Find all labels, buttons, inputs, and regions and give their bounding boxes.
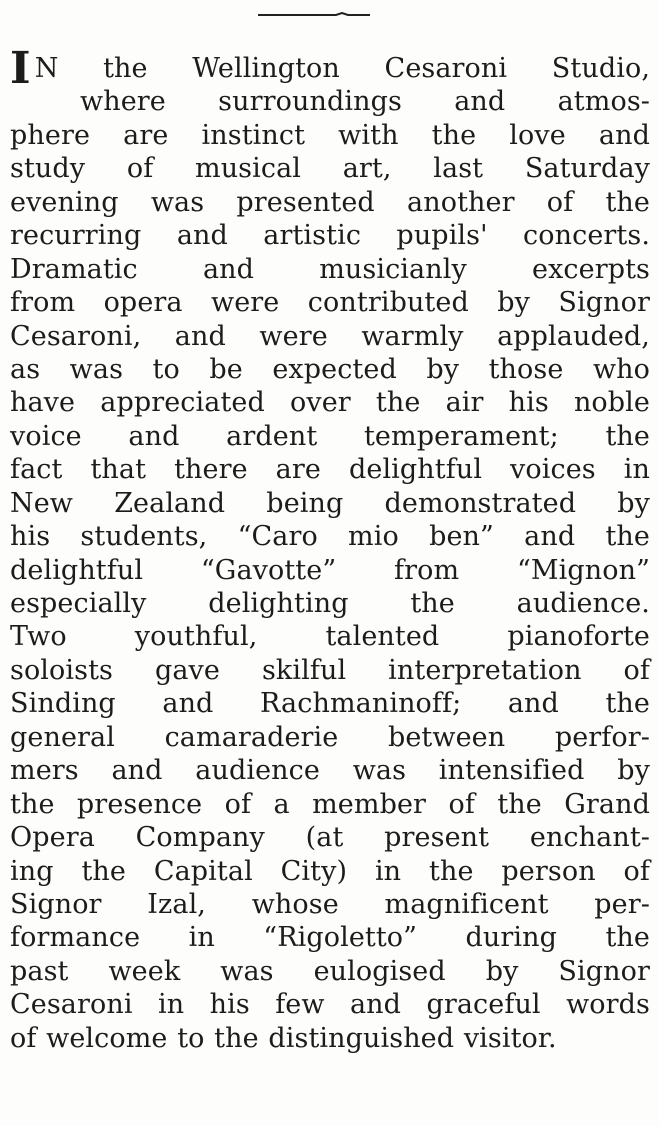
article-line: Two youthful, talented pianoforte (10, 621, 650, 653)
article-line: fact that there are delightful voices in (10, 454, 650, 486)
article-line: voice and ardent temperament; the (10, 420, 650, 452)
article-line: delightful “Gavotte” from “Mignon” (10, 554, 650, 586)
article-line: of welcome to the distinguished visitor. (10, 1022, 557, 1054)
separator-rule (258, 12, 370, 18)
article-line: mers and audience was intensified by (10, 755, 650, 787)
article-line: the presence of a member of the Grand (10, 788, 650, 820)
article-line: New Zealand being demonstrated by (10, 487, 650, 519)
article-line: have appreciated over the air his noble (10, 387, 650, 419)
article-line: evening was presented another of the (10, 186, 650, 218)
article-line: Sinding and Rachmaninoff; and the (10, 688, 650, 720)
article-line-text: N the Wellington Cesaroni Studio, (34, 53, 650, 84)
article-line: especially delighting the audience. (10, 588, 650, 619)
drop-cap: I (10, 43, 31, 95)
article-line: Opera Company (at present enchant- (10, 822, 650, 854)
article-line: Cesaroni, and were warmly applauded, (10, 320, 650, 352)
article-line: his students, “Caro mio ben” and the (10, 521, 650, 553)
article-line: Dramatic and musicianly excerpts (10, 253, 650, 285)
article-line: as was to be expected by those who (10, 353, 650, 385)
article-line: from opera were contributed by Signor (10, 287, 650, 319)
article-line: general camaraderie between perfor- (10, 721, 650, 753)
article-line: formance in “Rigoletto” during the (10, 922, 650, 954)
article-line: soloists gave skilful interpretation of (10, 654, 650, 686)
article-line: where surroundings and atmos- (80, 86, 650, 118)
article-line: ing the Capital City) in the person of (10, 855, 650, 887)
article-line: study of musical art, last Saturday (10, 153, 650, 185)
article-line (10, 43, 650, 95)
article-line: phere are instinct with the love and (10, 119, 650, 151)
article-line: past week was eulogised by Signor (10, 955, 650, 987)
article-line: Signor Izal, whose magnificent per- (10, 888, 650, 920)
article-line: Cesaroni in his few and graceful words (10, 989, 650, 1021)
article-body (10, 43, 650, 1055)
article-line: recurring and artistic pupils' concerts. (10, 220, 650, 252)
